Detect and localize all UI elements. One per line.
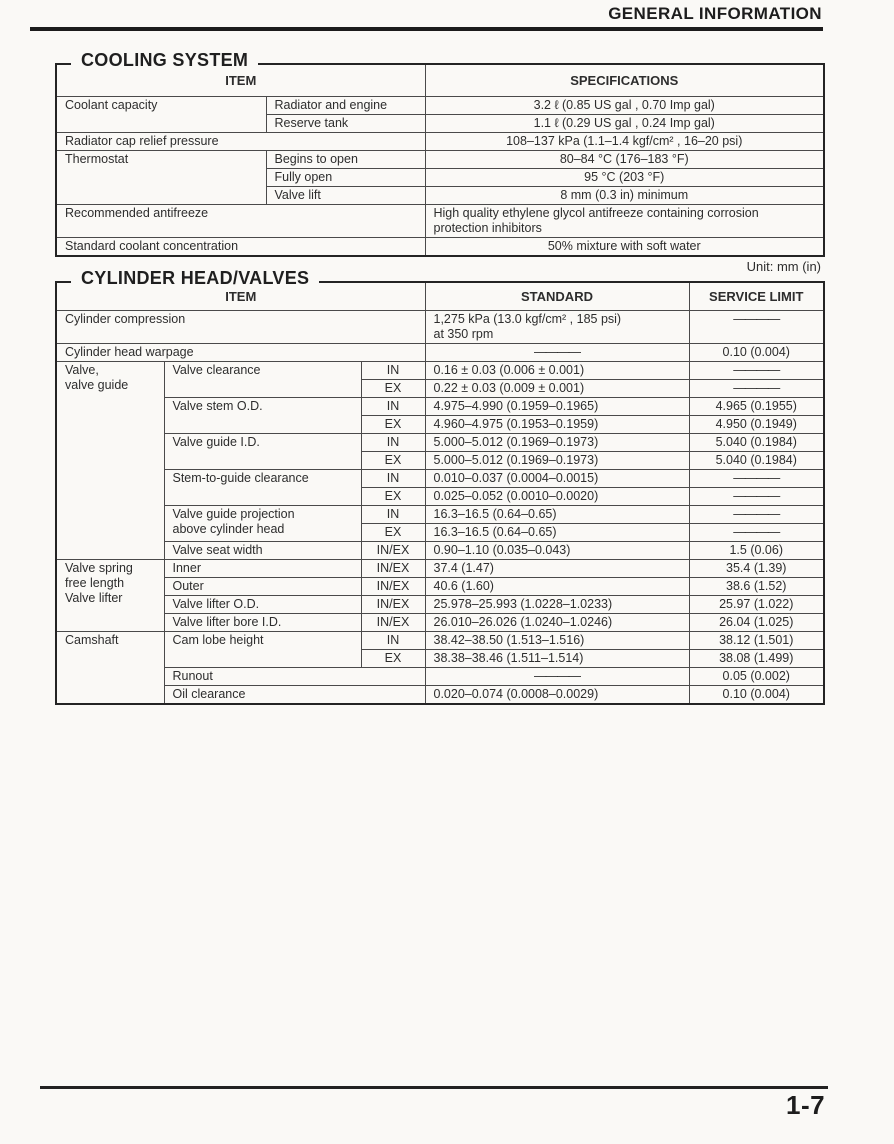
item-cell: Stem-to-guide clearance — [164, 470, 361, 506]
spec-cell: 3.2 ℓ (0.85 US gal , 0.70 Imp gal) — [425, 97, 824, 115]
item-cell: Valve lifter O.D. — [164, 596, 361, 614]
subitem-cell: Begins to open — [266, 151, 425, 169]
item-cell: Runout — [164, 668, 425, 686]
standard-cell: 4.975–4.990 (0.1959–0.1965) — [425, 398, 689, 416]
unit-note: Unit: mm (in) — [746, 259, 821, 274]
standard-line: at 350 rpm — [433, 327, 494, 341]
standard-cell: 0.025–0.052 (0.0010–0.0020) — [425, 488, 689, 506]
cylinder-head-valves-table — [55, 281, 825, 705]
cooling-system-table — [55, 63, 825, 257]
spec-cell: 8 mm (0.3 in) minimum — [425, 187, 824, 205]
item-cell: Valve clearance — [164, 362, 361, 398]
item-line: above cylinder head — [172, 522, 285, 536]
item-cell: Outer — [164, 578, 361, 596]
table-row — [56, 614, 824, 632]
service-cell: ———— — [689, 380, 824, 398]
cooling-system-title: COOLING SYSTEM — [71, 50, 258, 71]
standard-cell: 26.010–26.026 (1.0240–1.0246) — [425, 614, 689, 632]
column-header-item: ITEM — [56, 282, 425, 311]
service-cell: ———— — [689, 311, 824, 344]
inex-cell: IN/EX — [361, 560, 425, 578]
service-cell: ———— — [689, 524, 824, 542]
standard-cell: 40.6 (1.60) — [425, 578, 689, 596]
item-cell: Valve guide I.D. — [164, 434, 361, 470]
item-cell: Oil clearance — [164, 686, 425, 705]
service-cell: 26.04 (1.025) — [689, 614, 824, 632]
service-cell: 1.5 (0.06) — [689, 542, 824, 560]
standard-cell: 37.4 (1.47) — [425, 560, 689, 578]
service-cell: 4.950 (0.1949) — [689, 416, 824, 434]
item-cell: Valve lifter bore I.D. — [164, 614, 361, 632]
inex-cell: IN/EX — [361, 542, 425, 560]
standard-cell: 5.000–5.012 (0.1969–0.1973) — [425, 452, 689, 470]
page-number: 1-7 — [786, 1090, 826, 1120]
subitem-cell: Fully open — [266, 169, 425, 187]
item-cell — [164, 506, 361, 542]
standard-cell: 4.960–4.975 (0.1953–0.1959) — [425, 416, 689, 434]
table-row — [56, 344, 824, 362]
header-rule — [30, 27, 823, 31]
item-line: Valve guide projection — [172, 507, 295, 521]
inex-cell: IN/EX — [361, 578, 425, 596]
subitem-cell: Valve lift — [266, 187, 425, 205]
item-cell: Cam lobe height — [164, 632, 361, 668]
item-cell: Cylinder compression — [56, 311, 425, 344]
service-cell: 5.040 (0.1984) — [689, 434, 824, 452]
inex-cell: IN — [361, 362, 425, 380]
item-cell: Cylinder head warpage — [56, 344, 425, 362]
spec-line: High quality ethylene glycol antifreeze containing corrosion — [433, 206, 759, 220]
standard-cell: 38.42–38.50 (1.513–1.516) — [425, 632, 689, 650]
standard-cell: 38.38–38.46 (1.511–1.514) — [425, 650, 689, 668]
item-cell: Standard coolant concentration — [56, 238, 425, 257]
table-row — [56, 362, 824, 380]
service-cell: 4.965 (0.1955) — [689, 398, 824, 416]
standard-cell: 0.16 ± 0.03 (0.006 ± 0.001) — [425, 362, 689, 380]
spec-cell: 50% mixture with soft water — [425, 238, 824, 257]
table-row — [56, 632, 824, 650]
column-header-specifications: SPECIFICATIONS — [425, 64, 824, 97]
table-row — [56, 133, 824, 151]
standard-cell: 0.22 ± 0.03 (0.009 ± 0.001) — [425, 380, 689, 398]
item-cell: Valve seat width — [164, 542, 361, 560]
table-row — [56, 560, 824, 578]
item-cell: Radiator cap relief pressure — [56, 133, 425, 151]
item-cell: Coolant capacity — [56, 97, 266, 133]
inex-cell: IN — [361, 434, 425, 452]
service-cell: ———— — [689, 488, 824, 506]
service-cell: 38.08 (1.499) — [689, 650, 824, 668]
standard-cell: ———— — [425, 344, 689, 362]
standard-line: 1,275 kPa (13.0 kgf/cm² , 185 psi) — [433, 312, 622, 326]
service-cell: 38.6 (1.52) — [689, 578, 824, 596]
column-header-item: ITEM — [56, 64, 425, 97]
service-cell: 0.10 (0.004) — [689, 686, 824, 705]
service-cell: ———— — [689, 506, 824, 524]
standard-cell: 0.010–0.037 (0.0004–0.0015) — [425, 470, 689, 488]
group-cell — [56, 362, 164, 560]
table-row — [56, 238, 824, 257]
inex-cell: EX — [361, 524, 425, 542]
group-line: free length — [65, 576, 125, 590]
inex-cell: IN — [361, 470, 425, 488]
standard-cell: 0.020–0.074 (0.0008–0.0029) — [425, 686, 689, 705]
table-row — [56, 311, 824, 344]
spec-cell: 95 °C (203 °F) — [425, 169, 824, 187]
inex-cell: IN — [361, 632, 425, 650]
subitem-cell: Radiator and engine — [266, 97, 425, 115]
table-row — [56, 506, 824, 524]
inex-cell: IN — [361, 398, 425, 416]
inex-cell: EX — [361, 488, 425, 506]
inex-cell: IN — [361, 506, 425, 524]
item-cell: Thermostat — [56, 151, 266, 205]
footer-rule — [40, 1086, 828, 1089]
spec-line: protection inhibitors — [433, 221, 542, 235]
group-line: Valve spring — [65, 561, 133, 575]
table-row — [56, 434, 824, 452]
service-cell: ———— — [689, 362, 824, 380]
spec-cell: 1.1 ℓ (0.29 US gal , 0.24 Imp gal) — [425, 115, 824, 133]
table-row — [56, 542, 824, 560]
inex-cell: IN/EX — [361, 614, 425, 632]
table-row — [56, 668, 824, 686]
standard-cell: 25.978–25.993 (1.0228–1.0233) — [425, 596, 689, 614]
service-cell: 38.12 (1.501) — [689, 632, 824, 650]
inex-cell: IN/EX — [361, 596, 425, 614]
table-row — [56, 578, 824, 596]
inex-cell: EX — [361, 452, 425, 470]
table-row — [56, 686, 824, 705]
service-cell: 35.4 (1.39) — [689, 560, 824, 578]
table-row — [56, 151, 824, 169]
group-line: Valve, — [65, 363, 99, 377]
cylinder-head-valves-section — [55, 259, 823, 705]
standard-cell: 5.000–5.012 (0.1969–0.1973) — [425, 434, 689, 452]
service-cell: ———— — [689, 470, 824, 488]
service-cell: 0.10 (0.004) — [689, 344, 824, 362]
subitem-cell: Reserve tank — [266, 115, 425, 133]
column-header-service-limit: SERVICE LIMIT — [689, 282, 824, 311]
inex-cell: EX — [361, 650, 425, 668]
page-header-title: GENERAL INFORMATION — [608, 4, 822, 23]
standard-cell: 16.3–16.5 (0.64–0.65) — [425, 506, 689, 524]
cooling-system-section — [55, 50, 823, 257]
table-row — [56, 398, 824, 416]
service-cell: 25.97 (1.022) — [689, 596, 824, 614]
item-cell: Inner — [164, 560, 361, 578]
service-cell: 5.040 (0.1984) — [689, 452, 824, 470]
table-row — [56, 596, 824, 614]
column-header-standard: STANDARD — [425, 282, 689, 311]
group-cell — [56, 560, 164, 632]
cylinder-head-valves-title: CYLINDER HEAD/VALVES — [71, 268, 319, 289]
item-cell: Valve stem O.D. — [164, 398, 361, 434]
group-line: valve guide — [65, 378, 129, 392]
service-cell: 0.05 (0.002) — [689, 668, 824, 686]
standard-cell — [425, 311, 689, 344]
spec-cell — [425, 205, 824, 238]
spec-cell: 108–137 kPa (1.1–1.4 kgf/cm² , 16–20 psi) — [425, 133, 824, 151]
standard-cell: 0.90–1.10 (0.035–0.043) — [425, 542, 689, 560]
group-cell: Camshaft — [56, 632, 164, 705]
table-row — [56, 205, 824, 238]
table-row — [56, 470, 824, 488]
group-line: Valve lifter — [65, 591, 123, 605]
inex-cell: EX — [361, 380, 425, 398]
spec-cell: 80–84 °C (176–183 °F) — [425, 151, 824, 169]
table-row — [56, 97, 824, 115]
item-cell: Recommended antifreeze — [56, 205, 425, 238]
standard-cell: 16.3–16.5 (0.64–0.65) — [425, 524, 689, 542]
standard-cell: ———— — [425, 668, 689, 686]
inex-cell: EX — [361, 416, 425, 434]
